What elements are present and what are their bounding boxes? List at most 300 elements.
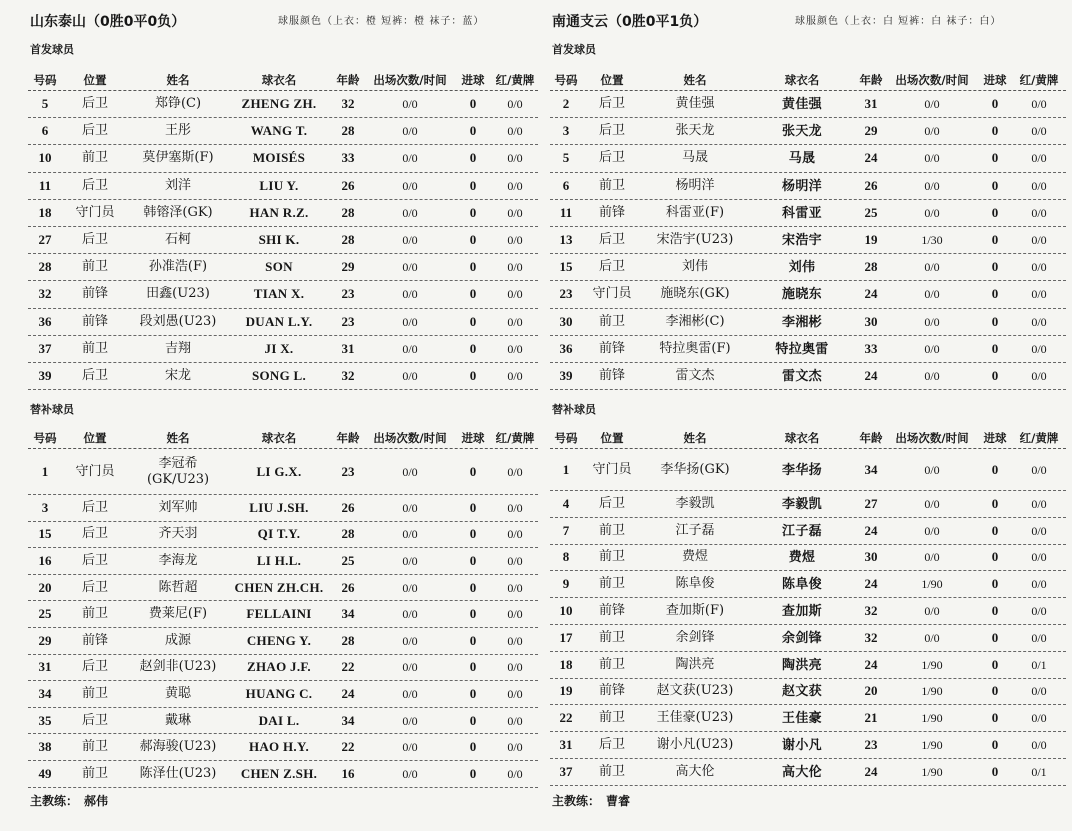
player-goals: 0 (469, 259, 477, 275)
player-number: 36 (38, 313, 52, 329)
player-age: 21 (864, 710, 878, 726)
player-cards: 0/0 (1031, 287, 1047, 302)
player-name: 王佳豪(U23) (656, 710, 734, 726)
player-goals: 0 (469, 499, 477, 515)
subs-label: 替补球员 (30, 403, 74, 416)
player-name: 齐天羽 (158, 526, 198, 542)
player-goals: 0 (469, 765, 477, 781)
player-number: 9 (562, 576, 570, 592)
player-goals: 0 (469, 579, 477, 595)
player-age: 24 (864, 522, 878, 538)
player-row (550, 491, 1066, 518)
player-name: 成源 (164, 632, 191, 648)
player-cards: 0/0 (507, 124, 523, 139)
player-appearances: 1/90 (921, 657, 943, 672)
player-shirt-name: LI G.X. (256, 463, 302, 479)
player-position: 后卫 (598, 259, 625, 275)
player-shirt-name: SONG L. (251, 367, 307, 383)
player-cards: 0/0 (1031, 630, 1047, 645)
player-position: 前卫 (598, 656, 625, 672)
player-goals: 0 (469, 367, 477, 383)
player-shirt-name: 李华扬 (782, 461, 822, 477)
player-age: 28 (341, 123, 355, 139)
player-cards: 0/0 (1031, 368, 1047, 383)
player-number: 11 (38, 177, 52, 193)
starters-label: 首发球员 (30, 43, 74, 56)
player-name: 黄聪 (164, 685, 191, 701)
player-shirt-name: CHEN Z.SH. (240, 765, 318, 781)
player-appearances: 0/0 (402, 713, 418, 728)
player-position: 前锋 (598, 204, 625, 220)
player-position: 前卫 (598, 549, 625, 565)
player-number: 25 (38, 606, 52, 622)
player-age: 32 (341, 96, 355, 112)
team-title: 山东泰山（0胜0平0负） (30, 14, 186, 30)
header-appearances: 出场次数/时间 (895, 431, 969, 445)
player-age: 23 (341, 286, 355, 302)
player-cards: 0/0 (507, 205, 523, 220)
player-number: 15 (559, 259, 573, 275)
player-row (550, 200, 1066, 227)
player-number: 6 (562, 177, 570, 193)
player-number: 6 (41, 123, 49, 139)
player-goals: 0 (991, 549, 999, 565)
header-shirt-name: 球衣名 (261, 73, 297, 87)
player-appearances: 0/0 (924, 260, 940, 275)
player-name: 韩镕泽(GK) (143, 204, 213, 220)
kit-colors: 球服颜色（上衣：橙 短裤：橙 袜子：蓝） (278, 16, 485, 27)
player-goals: 0 (991, 232, 999, 248)
player-name: 李华扬(GK) (660, 461, 730, 477)
header-position: 位置 (600, 431, 624, 445)
header-shirt-name: 球衣名 (784, 73, 820, 87)
header-age: 年龄 (859, 431, 883, 445)
player-appearances: 0/0 (402, 686, 418, 701)
team-panel-away (550, 0, 1066, 831)
player-name: 莫伊塞斯(F) (142, 150, 214, 166)
header-position: 位置 (83, 73, 107, 87)
player-cards: 0/1 (1031, 657, 1047, 672)
player-appearances: 0/0 (402, 260, 418, 275)
player-goals: 0 (469, 313, 477, 329)
player-row (28, 449, 538, 495)
header-goals: 进球 (461, 73, 485, 87)
player-name: 陈阜俊 (675, 576, 715, 592)
player-cards: 0/0 (507, 341, 523, 356)
player-appearances: 0/0 (924, 124, 940, 139)
player-shirt-name: 江子磊 (782, 522, 822, 538)
starters-table (28, 91, 538, 390)
player-row (550, 173, 1066, 200)
player-appearances: 0/0 (924, 314, 940, 329)
header-name: 姓名 (683, 73, 707, 87)
player-number: 38 (38, 739, 52, 755)
player-number: 18 (38, 204, 52, 220)
coach-name: 曹睿 (606, 794, 631, 808)
player-goals: 0 (991, 461, 999, 477)
player-goals: 0 (469, 340, 477, 356)
player-row (550, 545, 1066, 572)
player-shirt-name: 高大伦 (782, 763, 822, 779)
player-name: 赵剑非(U23) (139, 659, 217, 675)
player-name: 李湘彬(C) (665, 313, 725, 329)
header-position: 位置 (83, 431, 107, 445)
player-goals: 0 (991, 123, 999, 139)
player-number: 19 (559, 683, 573, 699)
player-age: 28 (864, 259, 878, 275)
player-position: 守门员 (592, 286, 632, 302)
player-row (28, 628, 538, 655)
player-row (28, 708, 538, 735)
player-row (550, 309, 1066, 336)
player-shirt-name: MOISÉS (252, 150, 306, 166)
player-cards: 0/0 (507, 464, 523, 479)
player-name: 石柯 (164, 232, 191, 248)
player-goals: 0 (991, 367, 999, 383)
table-header (28, 70, 538, 91)
player-age: 23 (864, 737, 878, 753)
player-position: 前卫 (81, 606, 108, 622)
player-row (550, 598, 1066, 625)
player-number: 1 (562, 461, 570, 477)
player-age: 26 (341, 499, 355, 515)
player-number: 36 (559, 340, 573, 356)
player-row (550, 118, 1066, 145)
player-age: 34 (341, 606, 355, 622)
player-position: 前锋 (81, 286, 108, 302)
header-shirt-name: 球衣名 (261, 431, 297, 445)
player-position: 后卫 (81, 526, 108, 542)
header-name: 姓名 (683, 431, 707, 445)
player-shirt-name: 李毅凯 (782, 495, 822, 511)
player-row (550, 732, 1066, 759)
player-goals: 0 (991, 150, 999, 166)
player-row (550, 759, 1066, 786)
player-appearances: 0/0 (924, 151, 940, 166)
player-row (28, 173, 538, 200)
player-shirt-name: 张天龙 (782, 123, 822, 139)
player-position: 后卫 (598, 96, 625, 112)
player-appearances: 1/30 (921, 233, 943, 248)
player-goals: 0 (469, 177, 477, 193)
player-number: 29 (38, 632, 52, 648)
player-position: 前卫 (81, 739, 108, 755)
player-cards: 0/0 (1031, 205, 1047, 220)
player-number: 39 (559, 367, 573, 383)
player-number: 34 (38, 685, 52, 701)
player-age: 24 (341, 685, 355, 701)
player-age: 16 (341, 765, 355, 781)
player-cards: 0/0 (507, 553, 523, 568)
player-appearances: 0/0 (402, 368, 418, 383)
player-age: 28 (341, 204, 355, 220)
player-name: 田鑫(U23) (146, 286, 210, 302)
player-name: 费煜 (681, 549, 708, 565)
player-appearances: 0/0 (402, 527, 418, 542)
player-shirt-name: LIU Y. (259, 177, 299, 193)
player-age: 28 (341, 632, 355, 648)
player-position: 前锋 (598, 683, 625, 699)
player-name: 陈哲超 (158, 579, 198, 595)
player-goals: 0 (469, 232, 477, 248)
player-appearances: 0/0 (924, 178, 940, 193)
player-age: 26 (864, 177, 878, 193)
subs-table (550, 449, 1066, 786)
player-position: 前卫 (598, 763, 625, 779)
header-age: 年龄 (336, 73, 360, 87)
player-position: 前卫 (598, 313, 625, 329)
player-number: 28 (38, 259, 52, 275)
player-name: 谢小凡(U23) (656, 737, 734, 753)
header-number: 号码 (554, 73, 578, 87)
player-position: 守门员 (75, 463, 115, 479)
player-number: 37 (38, 340, 52, 356)
player-goals: 0 (469, 123, 477, 139)
coach-name: 郝伟 (84, 794, 109, 808)
player-name: 宋龙 (164, 367, 191, 383)
player-name: 陈泽仕(U23) (139, 765, 217, 781)
player-cards: 0/0 (1031, 260, 1047, 275)
player-row (550, 254, 1066, 281)
player-cards: 0/0 (507, 713, 523, 728)
player-cards: 0/0 (1031, 97, 1047, 112)
player-cards: 0/0 (507, 178, 523, 193)
coach-label: 主教练： (30, 794, 79, 808)
player-number: 31 (38, 659, 52, 675)
player-appearances: 0/0 (924, 462, 940, 477)
player-position: 后卫 (598, 232, 625, 248)
player-cards: 0/0 (1031, 684, 1047, 699)
player-cards: 0/0 (1031, 341, 1047, 356)
player-number: 15 (38, 526, 52, 542)
player-number: 32 (38, 286, 52, 302)
player-number: 37 (559, 763, 573, 779)
header-age: 年龄 (859, 73, 883, 87)
player-appearances: 0/0 (924, 523, 940, 538)
player-name: 赵文获(U23) (656, 683, 734, 699)
player-position: 前卫 (598, 522, 625, 538)
player-appearances: 0/0 (402, 233, 418, 248)
player-shirt-name: 陈阜俊 (782, 576, 822, 592)
player-row (550, 145, 1066, 172)
player-position: 后卫 (81, 579, 108, 595)
player-cards: 0/0 (507, 233, 523, 248)
player-row (550, 281, 1066, 308)
player-shirt-name: SHI K. (258, 232, 300, 248)
player-number: 5 (562, 150, 570, 166)
player-goals: 0 (469, 739, 477, 755)
player-shirt-name: 杨明洋 (782, 177, 822, 193)
player-row (28, 281, 538, 308)
player-row (550, 571, 1066, 598)
player-position: 后卫 (598, 737, 625, 753)
player-position: 后卫 (81, 712, 108, 728)
player-name: 段刘愚(U23) (139, 313, 217, 329)
player-row (28, 363, 538, 390)
player-name: 雷文杰 (675, 367, 715, 383)
player-name: 孙准浩(F) (148, 259, 208, 275)
player-cards: 0/0 (507, 580, 523, 595)
header-position: 位置 (600, 73, 624, 87)
player-number: 13 (559, 232, 573, 248)
player-number: 10 (559, 603, 573, 619)
player-position: 前卫 (598, 710, 625, 726)
player-shirt-name: HAN R.Z. (249, 204, 309, 220)
player-row (550, 679, 1066, 706)
player-age: 34 (341, 712, 355, 728)
player-age: 31 (341, 340, 355, 356)
player-cards: 0/0 (1031, 178, 1047, 193)
player-name: 高大伦 (675, 763, 715, 779)
player-goals: 0 (469, 685, 477, 701)
player-name: 张天龙 (675, 123, 715, 139)
player-row (28, 91, 538, 118)
player-age: 29 (864, 123, 878, 139)
player-appearances: 0/0 (402, 580, 418, 595)
player-number: 35 (38, 712, 52, 728)
player-number: 16 (38, 552, 52, 568)
player-age: 25 (341, 552, 355, 568)
player-name: 余剑锋 (675, 629, 715, 645)
coach-label: 主教练： (552, 794, 601, 808)
player-appearances: 0/0 (402, 464, 418, 479)
player-shirt-name: 黄佳强 (782, 96, 822, 112)
player-name: 郝海骏(U23) (139, 739, 217, 755)
player-age: 26 (341, 579, 355, 595)
player-cards: 0/0 (507, 740, 523, 755)
player-shirt-name: TIAN X. (253, 286, 305, 302)
player-name: 刘军帅 (158, 499, 198, 515)
player-position: 后卫 (81, 177, 108, 193)
player-cards: 0/0 (1031, 233, 1047, 248)
player-age: 28 (341, 526, 355, 542)
player-goals: 0 (991, 683, 999, 699)
player-position: 前卫 (598, 629, 625, 645)
player-name: 特拉奥雷(F) (659, 340, 731, 356)
player-goals: 0 (991, 286, 999, 302)
player-goals: 0 (991, 177, 999, 193)
player-number: 7 (562, 522, 570, 538)
player-cards: 0/0 (1031, 604, 1047, 619)
player-appearances: 0/0 (402, 660, 418, 675)
player-row (28, 254, 538, 281)
player-name: 查加斯(F) (665, 603, 725, 619)
player-cards: 0/0 (507, 287, 523, 302)
player-goals: 0 (469, 606, 477, 622)
player-appearances: 0/0 (924, 368, 940, 383)
player-goals: 0 (469, 526, 477, 542)
player-goals: 0 (991, 710, 999, 726)
player-age: 30 (864, 313, 878, 329)
player-goals: 0 (469, 150, 477, 166)
player-name: 李海龙 (158, 552, 198, 568)
player-cards: 0/0 (1031, 711, 1047, 726)
player-number: 5 (41, 96, 49, 112)
player-goals: 0 (469, 204, 477, 220)
player-shirt-name: CHEN ZH.CH. (234, 579, 324, 595)
player-age: 24 (864, 763, 878, 779)
player-name: 宋浩宇(U23) (656, 232, 734, 248)
player-row (28, 145, 538, 172)
player-appearances: 0/0 (402, 124, 418, 139)
player-appearances: 1/90 (921, 711, 943, 726)
player-shirt-name: ZHENG ZH. (241, 96, 317, 112)
player-age: 22 (341, 659, 355, 675)
player-shirt-name: LIU J.SH. (249, 499, 309, 515)
player-appearances: 0/0 (402, 740, 418, 755)
player-appearances: 0/0 (402, 553, 418, 568)
player-position: 前卫 (598, 576, 625, 592)
player-position: 后卫 (81, 232, 108, 248)
header-cards: 红/黄牌 (495, 73, 535, 87)
player-position: 前锋 (81, 632, 108, 648)
player-goals: 0 (991, 96, 999, 112)
header-goals: 进球 (983, 73, 1007, 87)
player-name: 施晓东(GK) (660, 286, 730, 302)
player-goals: 0 (991, 204, 999, 220)
player-number: 18 (559, 656, 573, 672)
player-shirt-name: 费煜 (788, 549, 816, 565)
header-number: 号码 (33, 73, 57, 87)
header-shirt-name: 球衣名 (784, 431, 820, 445)
table-header (28, 428, 538, 449)
player-age: 22 (341, 739, 355, 755)
player-row (28, 227, 538, 254)
player-appearances: 0/0 (402, 500, 418, 515)
player-age: 32 (864, 629, 878, 645)
player-appearances: 0/0 (402, 151, 418, 166)
player-age: 20 (864, 683, 878, 699)
player-cards: 0/0 (507, 527, 523, 542)
player-age: 34 (864, 461, 878, 477)
player-cards: 0/0 (507, 766, 523, 781)
header-cards: 红/黄牌 (495, 431, 535, 445)
player-goals: 0 (469, 632, 477, 648)
team-panel-home (28, 0, 538, 831)
table-header (550, 70, 1066, 91)
player-row (28, 118, 538, 145)
player-number: 30 (559, 313, 573, 329)
player-age: 23 (341, 313, 355, 329)
player-shirt-name: 赵文获 (782, 683, 822, 699)
player-position: 前卫 (81, 150, 108, 166)
player-appearances: 0/0 (924, 287, 940, 302)
header-appearances: 出场次数/时间 (373, 73, 447, 87)
player-appearances: 0/0 (924, 205, 940, 220)
player-row (550, 652, 1066, 679)
player-cards: 0/0 (507, 97, 523, 112)
player-position: 后卫 (598, 495, 625, 511)
player-age: 19 (864, 232, 878, 248)
team-title: 南通支云（0胜0平1负） (552, 14, 708, 30)
head-coach (552, 792, 630, 810)
player-number: 31 (559, 737, 573, 753)
player-shirt-name: LI H.L. (256, 552, 302, 568)
player-row (28, 309, 538, 336)
player-appearances: 0/0 (402, 607, 418, 622)
player-position: 前卫 (81, 765, 108, 781)
player-appearances: 0/0 (924, 496, 940, 511)
player-position: 后卫 (81, 659, 108, 675)
player-cards: 0/0 (1031, 550, 1047, 565)
player-row (28, 200, 538, 227)
table-header (550, 428, 1066, 449)
player-name: 李毅凯 (675, 495, 715, 511)
player-row (550, 363, 1066, 390)
player-cards: 0/0 (507, 633, 523, 648)
player-row (550, 336, 1066, 363)
player-shirt-name: DAI L. (258, 712, 300, 728)
